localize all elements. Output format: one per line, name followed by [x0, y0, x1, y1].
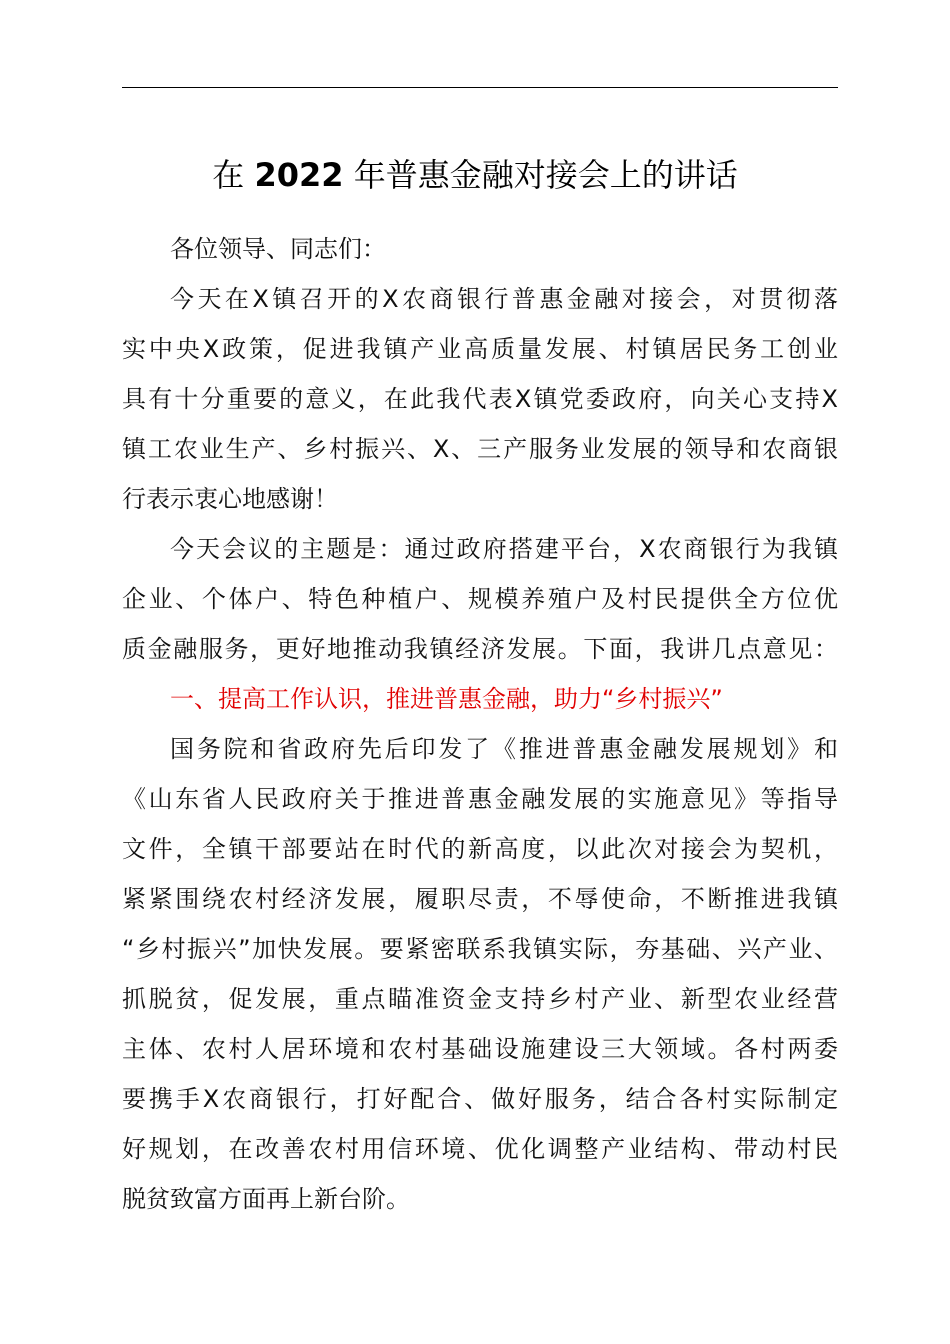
- paragraph-line: 脱贫致富方面再上新台阶。: [122, 1185, 410, 1213]
- paragraph-line: 好规划，在改善农村用信环境、优化调整产业结构、带动村民: [122, 1135, 838, 1163]
- paragraph-line: 抓脱贫，促发展，重点瞄准资金支持乡村产业、新型农业经营: [122, 985, 838, 1013]
- paragraph-line: 文件，全镇干部要站在时代的新高度，以此次对接会为契机，: [122, 835, 838, 863]
- paragraph-line: 企业、个体户、特色种植户、规模养殖户及村民提供全方位优: [122, 585, 838, 613]
- paragraph-line: 主体、农村人居环境和农村基础设施建设三大领域。各村两委: [122, 1035, 838, 1063]
- title-suffix: 年普惠金融对接会上的讲话: [353, 156, 738, 194]
- section-heading-text: 一、提高工作认识，推进普惠金融，助力“乡村振兴”: [170, 685, 723, 713]
- paragraph-line: 今天会议的主题是：通过政府搭建平台，X农商银行为我镇: [170, 535, 838, 563]
- header-rule: [122, 87, 838, 88]
- paragraph-line: 紧紧围绕农村经济发展，履职尽责，不辱使命，不断推进我镇: [122, 885, 838, 913]
- paragraph-line: 今天在X镇召开的X农商银行普惠金融对接会，对贯彻落: [170, 285, 838, 313]
- paragraph-line: “乡村振兴”加快发展。要紧密联系我镇实际，夯基础、兴产业、: [122, 935, 838, 963]
- paragraph-line: 质金融服务，更好地推动我镇经济发展。下面，我讲几点意见：: [122, 635, 838, 663]
- document-body: [122, 224, 838, 1224]
- paragraph-opening: [122, 274, 838, 524]
- title-year: 2022: [254, 156, 344, 194]
- paragraph-line: 行表示衷心地感谢！: [122, 485, 338, 513]
- paragraph-section-one: [122, 724, 838, 1224]
- paragraph-line: 国务院和省政府先后印发了《推进普惠金融发展规划》和: [170, 735, 838, 763]
- title-prefix: 在: [212, 156, 245, 194]
- salutation-text: 各位领导、同志们：: [170, 235, 386, 263]
- paragraph-line: 要携手X农商银行，打好配合、做好服务，结合各村实际制定: [122, 1085, 838, 1113]
- page-title: [0, 150, 950, 200]
- paragraph-line: 镇工农业生产、乡村振兴、X、三产服务业发展的领导和农商银: [122, 435, 838, 463]
- paragraph-line: 实中央X政策，促进我镇产业高质量发展、村镇居民务工创业: [122, 335, 838, 363]
- paragraph-line: 具有十分重要的意义，在此我代表X镇党委政府，向关心支持X: [122, 385, 838, 413]
- section-heading: [122, 674, 838, 724]
- salutation: [122, 224, 838, 274]
- paragraph-line: 《山东省人民政府关于推进普惠金融发展的实施意见》等指导: [122, 785, 838, 813]
- paragraph-theme: [122, 524, 838, 674]
